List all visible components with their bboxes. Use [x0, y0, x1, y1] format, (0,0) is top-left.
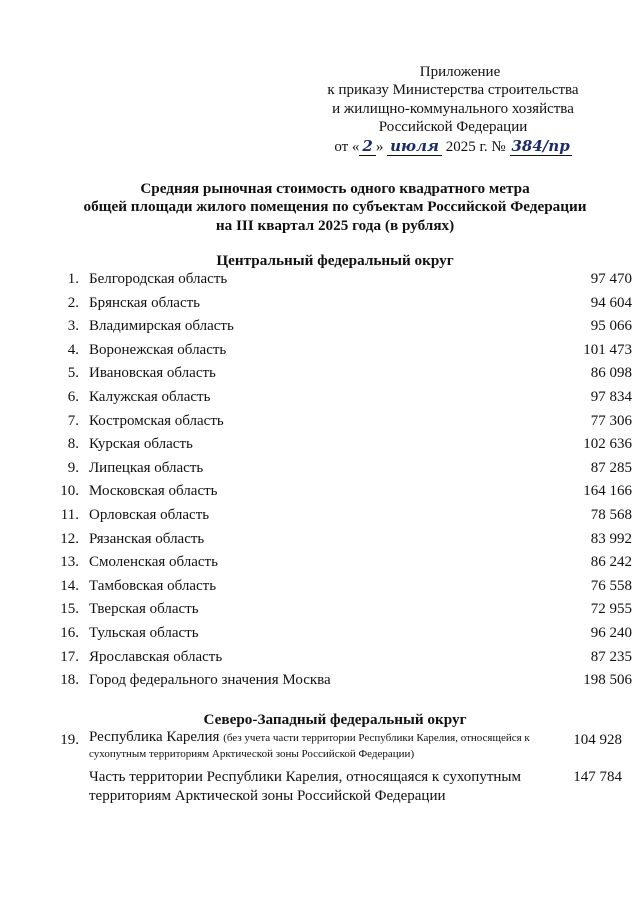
row-number: 17. — [60, 648, 79, 665]
price-value: 95 066 — [590, 318, 632, 335]
region-name: Орловская область — [89, 507, 210, 523]
price-value: 87 235 — [590, 648, 632, 665]
region-name: Брянская область — [89, 294, 201, 311]
price-value: 97 470 — [590, 271, 632, 287]
region-name: Липецкая область — [89, 459, 204, 476]
table-row — [40, 433, 632, 455]
region-name: Белгородская область — [89, 271, 228, 287]
country-line: Российской Федерации — [378, 119, 528, 136]
region-name: Ярославская область — [89, 648, 223, 665]
region-name: Курская область — [89, 436, 193, 453]
region-name: Воронежская область — [89, 341, 227, 358]
price-value: 87 285 — [590, 459, 632, 476]
section-heading-northwest: Северо-Западный федеральный округ — [203, 711, 467, 728]
row-number: 1. — [67, 271, 79, 287]
order-header — [318, 63, 588, 156]
row-number: 19. — [60, 732, 79, 748]
order-number-handwritten: 384/пр — [511, 136, 570, 155]
region-name: Рязанская область — [89, 530, 205, 547]
price-value: 102 636 — [583, 436, 632, 453]
row-number: 3. — [67, 318, 79, 335]
title-line-2: общей площади жилого помещения по субъектам Российской Федерации — [83, 198, 587, 216]
region-name: Владимирская область — [89, 318, 234, 335]
table-row — [40, 622, 632, 644]
row-number: 6. — [67, 389, 79, 405]
table-row — [40, 292, 632, 314]
region-name-with-note — [89, 730, 549, 762]
price-value: 86 098 — [590, 365, 632, 382]
row-number: 13. — [60, 554, 79, 571]
row-number: 12. — [60, 530, 79, 547]
date-year: 2025 г. № — [445, 138, 506, 155]
title-line-1: Средняя рыночная стоимость одного квадратного метра — [140, 180, 530, 197]
region-name: Тамбовская область — [89, 577, 217, 594]
row-number: 14. — [60, 577, 79, 594]
region-name: Ивановская область — [89, 365, 216, 382]
table-row — [40, 410, 632, 432]
row-number: 7. — [67, 412, 79, 429]
date-day-handwritten: 2 — [359, 137, 375, 156]
table-row — [40, 669, 632, 691]
row-number: 16. — [60, 625, 79, 641]
table-row — [40, 598, 632, 620]
row-number: 18. — [60, 672, 79, 689]
region-name: Часть территории Республики Карелия, относящаяся к сухопутным территориям Арктической зоны Российской Федерации — [89, 769, 521, 804]
table-row — [40, 457, 632, 479]
region-name: Костромская область — [89, 412, 224, 429]
title-line-3: на III квартал 2025 года (в рублях) — [215, 216, 455, 234]
row-number: 8. — [67, 436, 79, 453]
row-number: 9. — [67, 459, 79, 476]
price-value: 101 473 — [583, 341, 632, 358]
row-number: 15. — [60, 601, 79, 618]
row-number: 5. — [67, 365, 79, 382]
table-row — [40, 315, 632, 337]
appendix-label: Приложение — [419, 64, 501, 80]
price-value: 147 784 — [573, 769, 622, 785]
date-month-handwritten: июля — [387, 137, 442, 156]
order-ref-line: к приказу Министерства строительства — [327, 82, 579, 99]
table-row — [40, 575, 632, 597]
date-mid: » — [375, 138, 384, 155]
price-value: 96 240 — [590, 625, 632, 641]
table-row — [40, 528, 632, 550]
region-note: (без учета части территории Республики Карелия, относящейся к сухопутным территориям Арктической зоны Российской Федерации) — [89, 732, 530, 760]
price-value: 72 955 — [590, 601, 632, 618]
price-value: 76 558 — [590, 577, 632, 594]
region-name: Смоленская область — [89, 554, 218, 571]
table-row — [40, 386, 632, 408]
price-value: 198 506 — [583, 672, 632, 689]
region-name: Калужская область — [89, 389, 211, 405]
date-prefix: от « — [334, 138, 360, 155]
section-heading-central: Центральный федеральный округ — [216, 252, 454, 269]
price-value: 104 928 — [573, 732, 622, 748]
table-row — [40, 268, 632, 290]
order-date-line — [318, 137, 588, 156]
table-row — [40, 480, 632, 502]
price-value: 83 992 — [590, 530, 632, 547]
table-row — [40, 551, 632, 573]
ministry-line: и жилищно-коммунального хозяйства — [332, 100, 574, 117]
row-number: 4. — [67, 341, 79, 358]
price-value: 94 604 — [590, 294, 632, 311]
price-value: 78 568 — [590, 507, 632, 523]
price-value: 77 306 — [590, 412, 632, 429]
region-name: Республика Карелия — [89, 729, 220, 745]
price-value: 164 166 — [583, 483, 632, 500]
price-value: 86 242 — [590, 554, 632, 571]
table-row — [40, 646, 632, 668]
row-number: 11. — [60, 507, 79, 523]
region-name: Город федерального значения Москва — [89, 672, 331, 689]
row-number: 2. — [67, 294, 79, 311]
document-title — [40, 180, 630, 235]
table-row — [40, 362, 632, 384]
table-row — [40, 504, 632, 526]
row-number: 10. — [60, 483, 79, 500]
table-row — [40, 339, 632, 361]
region-name: Московская область — [89, 483, 218, 500]
region-name: Тульская область — [89, 625, 199, 641]
price-value: 97 834 — [590, 389, 632, 405]
region-name: Тверская область — [89, 601, 199, 618]
